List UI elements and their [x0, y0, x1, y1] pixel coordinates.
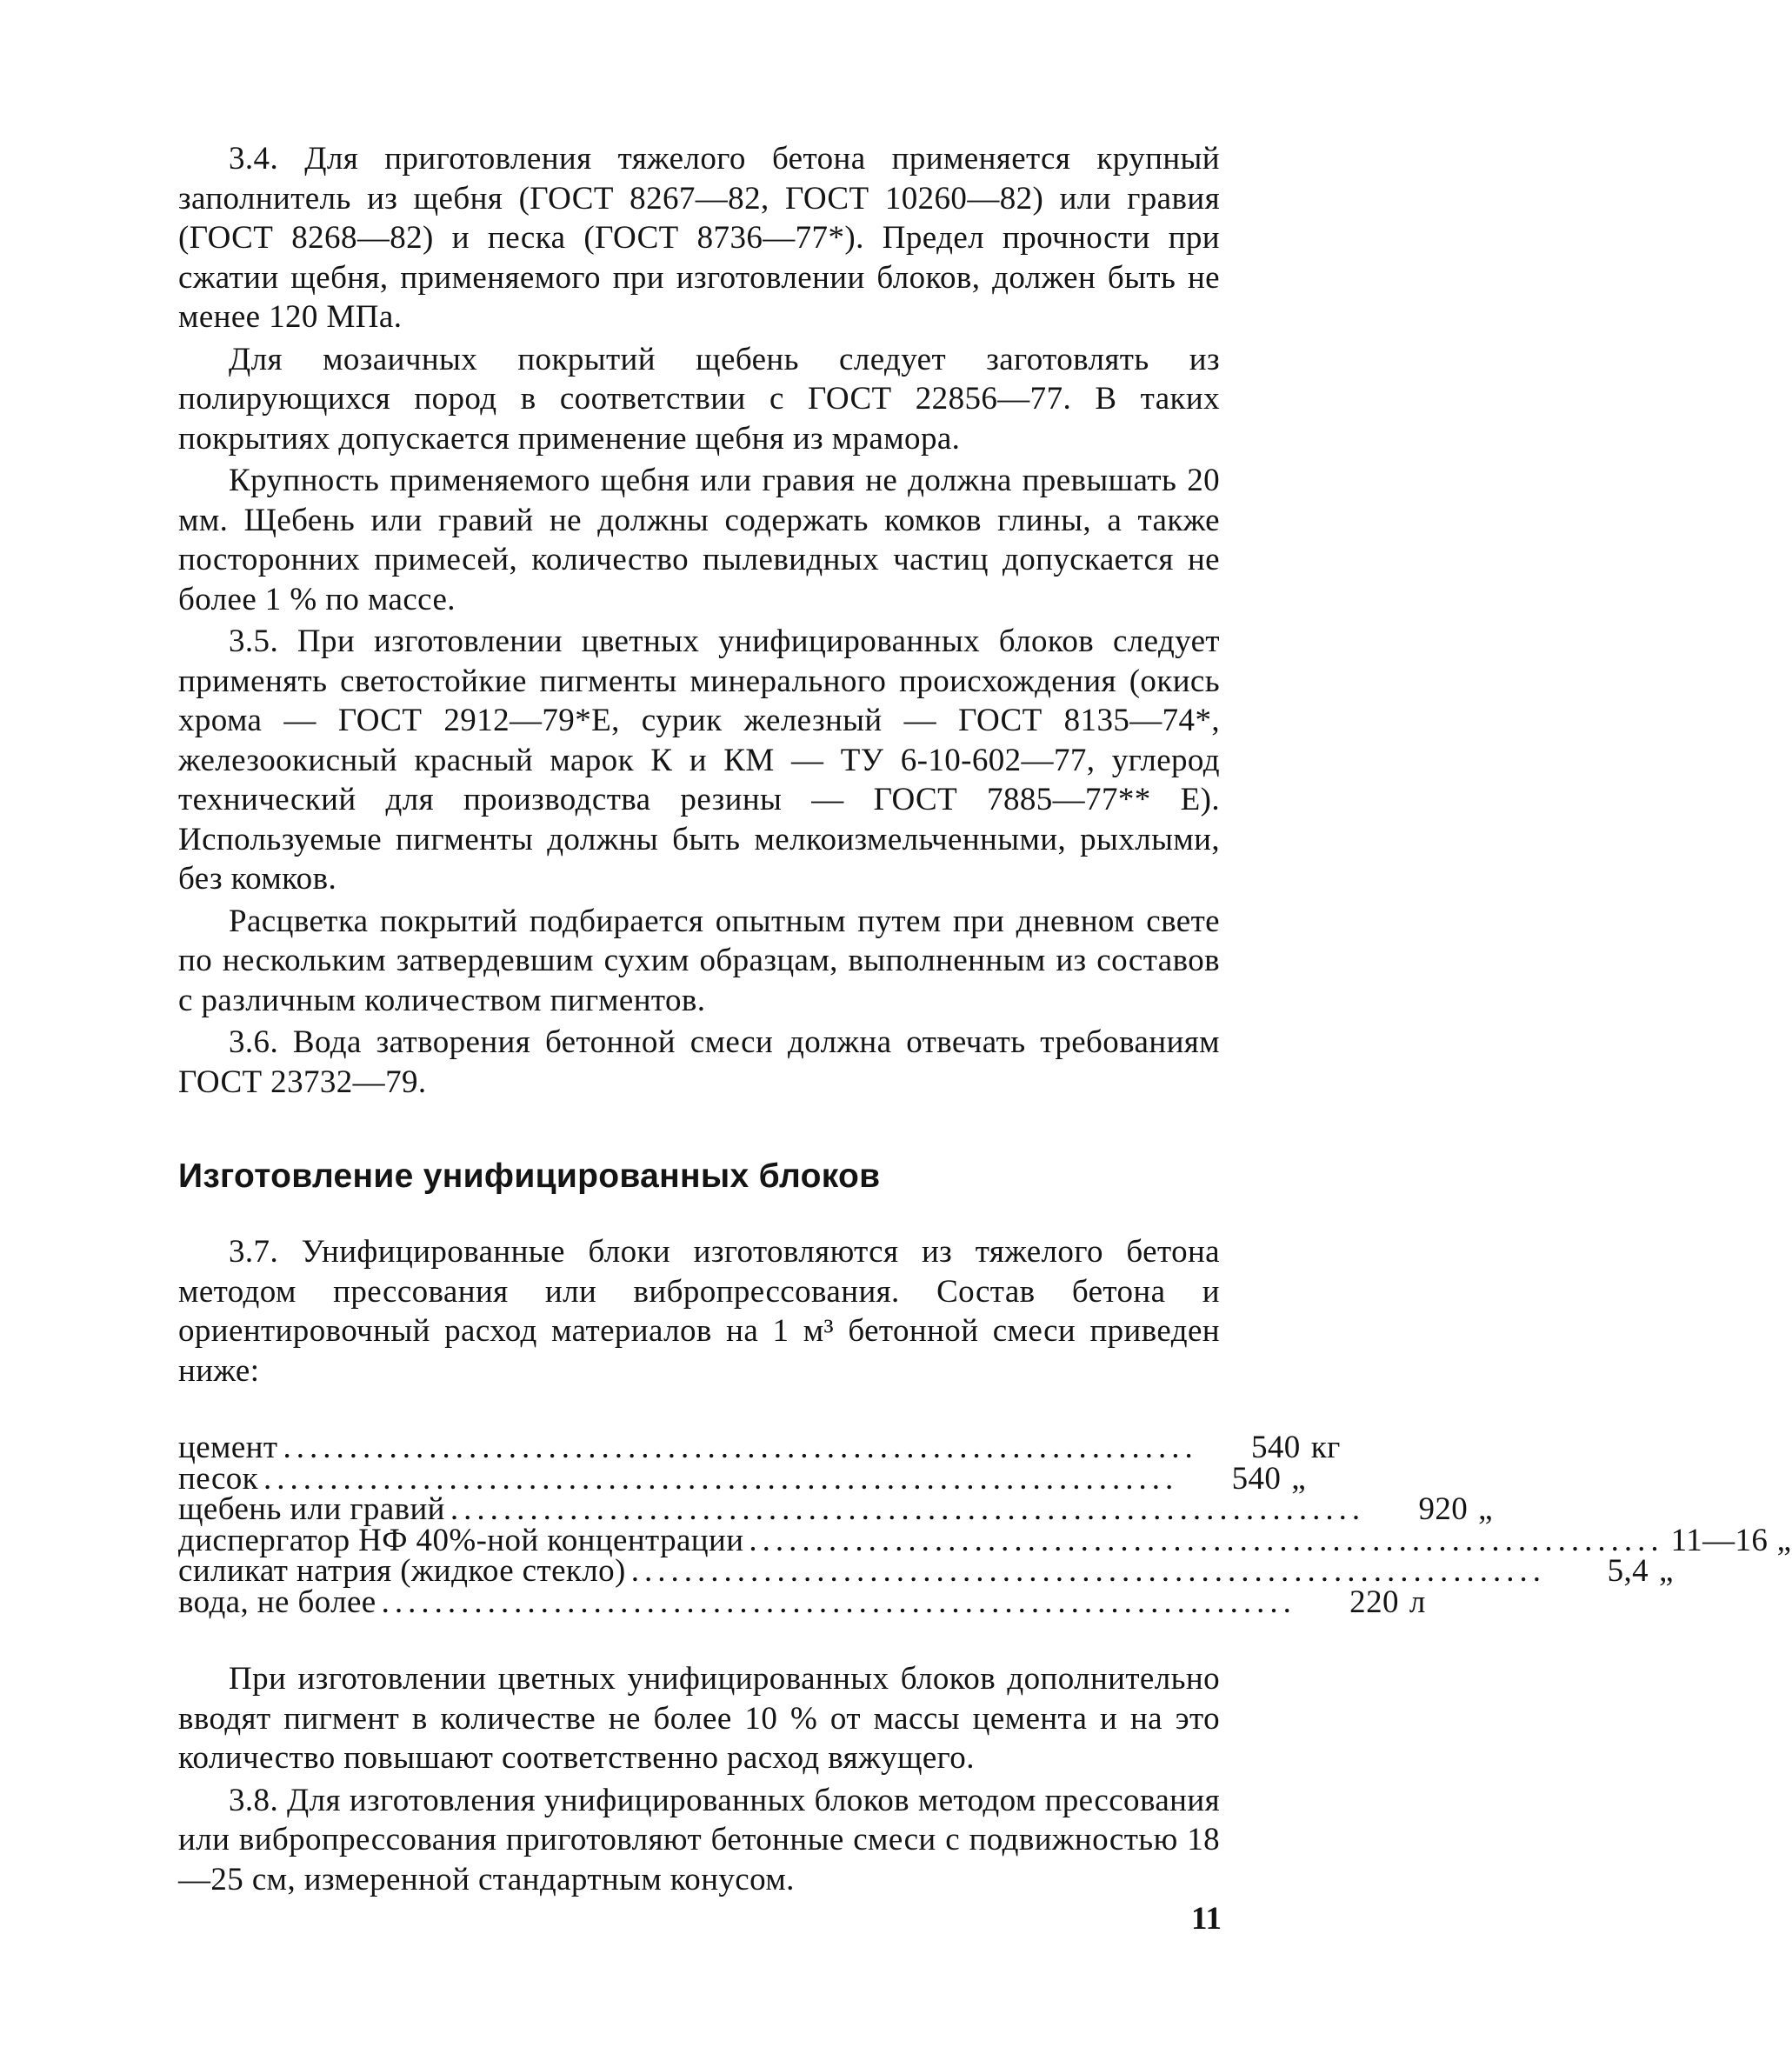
paragraph-coloring: Расцветка покрытий подбирается опытным путем при дневном свете по нескольким затвердевшим сухим образцам, выполненным из составов с различным количеством пигментов. — [178, 903, 1220, 1018]
composition-list — [178, 1430, 1792, 1620]
section-heading: Изготовление унифицированных блоков — [178, 1157, 881, 1195]
material-amount: 540 — [1250, 1430, 1301, 1465]
material-name: силикат натрия (жидкое стекло) — [178, 1553, 626, 1589]
material-unit: „ — [1291, 1460, 1307, 1497]
list-item — [178, 1522, 1792, 1558]
list-item — [178, 1460, 1307, 1497]
paragraph-3-7: 3.7. Унифицированные блоки изготовляются из тяжелого бетона методом прессования или вибропрессования. Состав бетона и ориентировочный расход материалов на 1 м³ бетонной смеси приведен ниже: — [178, 1234, 1220, 1389]
list-item — [178, 1491, 1493, 1527]
material-name: вода, не более — [178, 1584, 376, 1620]
paragraph-mosaic-coatings: Для мозаичных покрытий щебень следует заготовлять из полирующихся пород в соответствии с ГОСТ 22856—77. В таких покрытиях допускается применение щебня из мрамора. — [178, 341, 1220, 457]
material-amount: 5,4 — [1607, 1553, 1649, 1589]
material-unit: „ — [1776, 1522, 1792, 1558]
material-amount: 920 — [1418, 1491, 1469, 1527]
list-item — [178, 1430, 1341, 1465]
paragraph-3-5: 3.5. При изготовлении цветных унифицированных блоков следует применять светостойкие пигменты минерального происхождения (окись хрома — ГОСТ 2912—79*Е, сурик железный — ГОСТ 8135—74*, железоокисный красный марок К и КМ — ТУ 6-10-602—77, углерод технический для производства резины — ГОСТ 7885—77** Е). Используемые пигменты должны быть мелкоизмельченными, рыхлыми, без комков. — [178, 624, 1220, 897]
material-name: щебень или гравий — [178, 1491, 445, 1527]
material-name: песок — [178, 1460, 259, 1497]
material-unit: „ — [1659, 1553, 1674, 1589]
leader-dots: ..................................................................... — [450, 1491, 1366, 1527]
paragraph-aggregate-size: Крупность применяемого щебня или гравия не должна превышать 20 мм. Щебень или гравий не должны содержать комков глины, а также посторонних примесей, количество пылевидных частиц допускается не более 1 % по массе. — [178, 463, 1220, 617]
leader-dots: ..................................................................... — [749, 1522, 1664, 1558]
paragraph-3-8: 3.8. Для изготовления унифицированных блоков методом прессования или вибропрессования приготовляют бетонные смеси с подвижностью 18—25 см, измеренной стандартным конусом. — [178, 1782, 1220, 1897]
material-amount: 11—16 — [1670, 1522, 1769, 1558]
material-amount: 220 — [1349, 1584, 1399, 1620]
paragraph-3-6: 3.6. Вода затворения бетонной смеси должна отвечать требованиям ГОСТ 23732—79. — [178, 1024, 1220, 1100]
leader-dots: ..................................................................... — [630, 1553, 1547, 1589]
material-unit: „ — [1478, 1491, 1493, 1527]
leader-dots: ..................................................................... — [381, 1584, 1296, 1620]
material-amount: 540 — [1231, 1460, 1282, 1497]
paragraph-3-4: 3.4. Для приготовления тяжелого бетона применяется крупный заполнитель из щебня (ГОСТ 8267—82, ГОСТ 10260—82) или гравия (ГОСТ 8268—82) и песка (ГОСТ 8736—77*). Предел прочности при сжатии щебня, применяемого при изготовлении блоков, должен быть не менее 120 МПа. — [178, 141, 1220, 335]
leader-dots: ..................................................................... — [283, 1430, 1198, 1465]
material-unit: л — [1409, 1584, 1426, 1620]
material-name: диспергатор НФ 40%-ной концентрации — [178, 1522, 744, 1558]
material-unit: кг — [1310, 1430, 1341, 1465]
material-name: цемент — [178, 1430, 278, 1465]
page-number: 11 — [1191, 1901, 1222, 1937]
leader-dots: ..................................................................... — [263, 1460, 1179, 1497]
list-item — [178, 1553, 1674, 1589]
list-item — [178, 1584, 1426, 1620]
page-body — [178, 139, 1792, 1902]
paragraph-colored-blocks: При изготовлении цветных унифицированных блоков дополнительно вводят пигмент в количестве не более 10 % от массы цемента и на это количество повышают соответственно расход вяжущего. — [178, 1661, 1220, 1776]
